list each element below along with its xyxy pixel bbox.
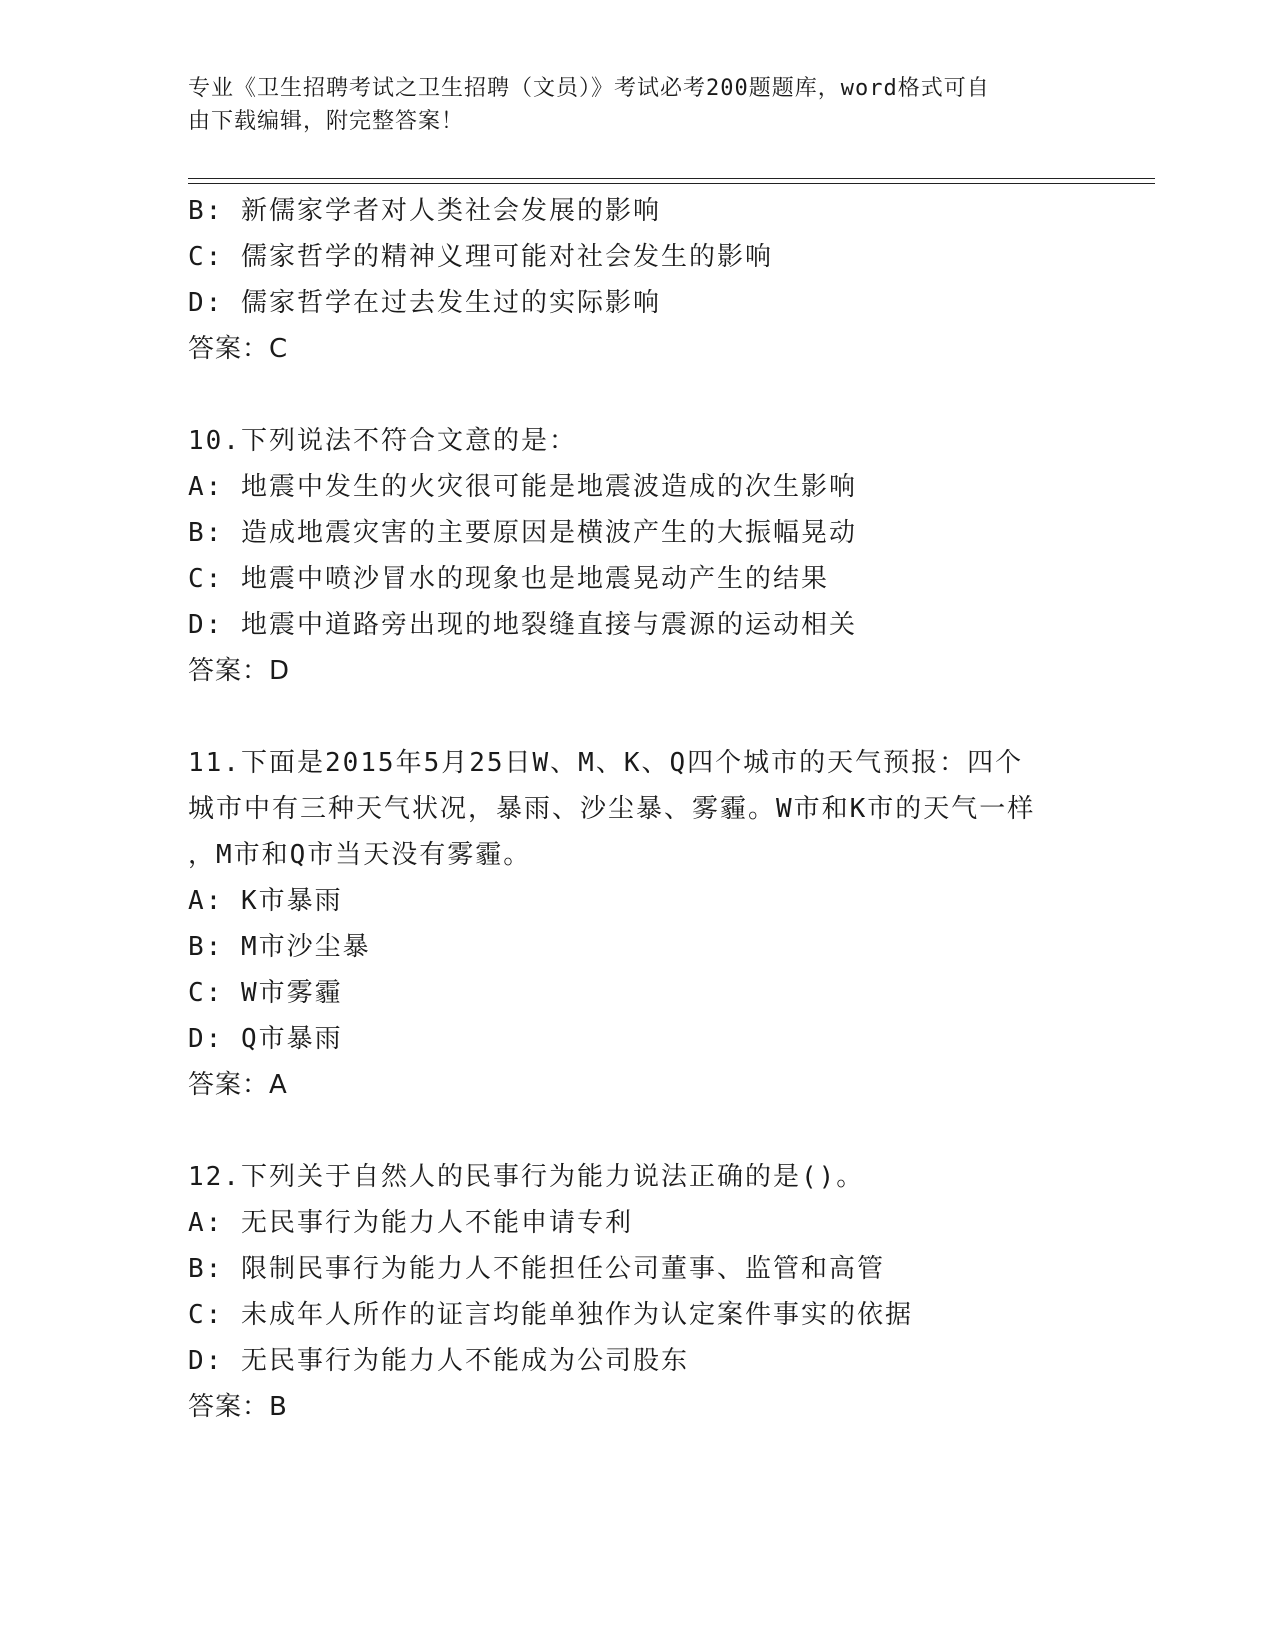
q12-answer: 答案：B — [188, 1392, 288, 1422]
q11-stem-line-3: ，M市和Q市当天没有雾霾。 — [188, 840, 532, 870]
question-12 — [188, 1154, 1148, 1430]
spacer — [188, 1108, 1148, 1154]
q10-option-a: A: 地震中发生的火灾很可能是地震波造成的次生影响 — [188, 472, 857, 502]
spacer — [188, 372, 1148, 418]
q12-stem: 12.下列关于自然人的民事行为能力说法正确的是()。 — [188, 1162, 865, 1192]
q12-option-d: D: 无民事行为能力人不能成为公司股东 — [188, 1346, 689, 1376]
q9-option-c: C: 儒家哲学的精神义理可能对社会发生的影响 — [188, 242, 773, 272]
question-9-tail — [188, 188, 1148, 372]
header-line-1: 专业《卫生招聘考试之卫生招聘（文员）》考试必考200题题库，word格式可自 — [188, 76, 990, 101]
q11-stem-line-1: 11.下面是2015年5月25日W、M、K、Q四个城市的天气预报：四个 — [188, 748, 1024, 778]
q11-stem-line-2: 城市中有三种天气状况，暴雨、沙尘暴、雾霾。W市和K市的天气一样 — [188, 794, 1036, 824]
q11-answer: 答案：A — [188, 1070, 288, 1100]
q10-option-b: B: 造成地震灾害的主要原因是横波产生的大振幅晃动 — [188, 518, 857, 548]
header-line-2: 由下载编辑，附完整答案！ — [188, 109, 465, 134]
q12-option-c: C: 未成年人所作的证言均能单独作为认定案件事实的依据 — [188, 1300, 913, 1330]
q10-option-c: C: 地震中喷沙冒水的现象也是地震晃动产生的结果 — [188, 564, 829, 594]
q12-option-a: A: 无民事行为能力人不能申请专利 — [188, 1208, 633, 1238]
header-divider-bottom — [188, 183, 1155, 184]
question-11 — [188, 740, 1148, 1108]
q11-option-b: B: M市沙尘暴 — [188, 932, 371, 962]
q10-answer: 答案：D — [188, 656, 291, 686]
q11-option-d: D: Q市暴雨 — [188, 1024, 343, 1054]
q9-option-d: D: 儒家哲学在过去发生过的实际影响 — [188, 288, 661, 318]
question-10 — [188, 418, 1148, 694]
q12-option-b: B: 限制民事行为能力人不能担任公司董事、监管和高管 — [188, 1254, 885, 1284]
document-header — [188, 72, 1068, 138]
header-divider-top — [188, 178, 1155, 179]
q11-option-a: A: K市暴雨 — [188, 886, 343, 916]
q9-answer: 答案：C — [188, 334, 289, 364]
q11-option-c: C: W市雾霾 — [188, 978, 343, 1008]
q10-stem: 10.下列说法不符合文意的是： — [188, 426, 577, 456]
question-list — [188, 188, 1148, 1430]
q9-option-b: B: 新儒家学者对人类社会发展的影响 — [188, 196, 661, 226]
spacer — [188, 694, 1148, 740]
q10-option-d: D: 地震中道路旁出现的地裂缝直接与震源的运动相关 — [188, 610, 857, 640]
